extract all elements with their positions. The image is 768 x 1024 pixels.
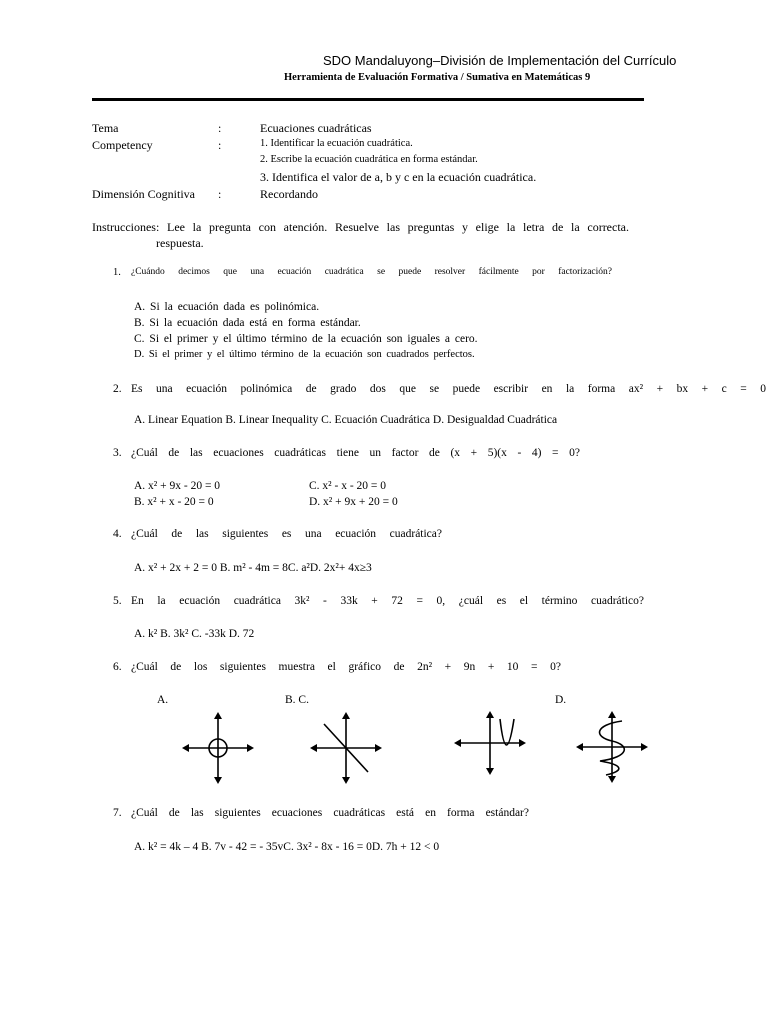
tema-label: Tema xyxy=(92,121,119,135)
dimension-label: Dimensión Cognitiva xyxy=(92,187,195,201)
q1-option-b: B. Si la ecuación dada está en forma estándar. xyxy=(134,317,361,329)
q7-text: ¿Cuál de las siguientes ecuaciones cuadráticas está en forma estándar? xyxy=(131,807,529,819)
header-subtitle: Herramienta de Evaluación Formativa / Sumativa en Matemáticas 9 xyxy=(284,72,591,83)
dimension-colon: : xyxy=(218,187,222,201)
q6-label-bc: B. C. xyxy=(285,694,309,706)
q7-number: 7. xyxy=(113,807,122,819)
q2-options: A. Linear Equation B. Linear Inequality C. Ecuación Cuadrática D. Desigualdad Cuadrática xyxy=(134,414,558,426)
q1-text: ¿Cuándo decimos que una ecuación cuadrática se puede resolver fácilmente por factorización? xyxy=(131,267,612,277)
q6-number: 6. xyxy=(113,661,122,673)
q4-text: ¿Cuál de las siguientes es una ecuación cuadrática? xyxy=(131,528,442,540)
graph-d-scurve xyxy=(576,711,648,783)
graph-c-parabola xyxy=(454,711,526,775)
q7-options: A. k² = 4k – 4 B. 7v - 42 = - 35vC. 3x² - 8x - 16 = 0D. 7h + 12 < 0 xyxy=(134,841,440,853)
competency-colon: : xyxy=(218,138,222,152)
q3-option-c: C. x² - x - 20 = 0 xyxy=(309,480,387,492)
competency-item-1: 1. Identificar la ecuación cuadrática. xyxy=(260,138,413,149)
q2-text: Es una ecuación polinómica de grado dos que se puede escribir en la forma ax² + bx + c = 0 xyxy=(131,383,766,395)
q3-text: ¿Cuál de las ecuaciones cuadráticas tiene un factor de (x + 5)(x - 4) = 0? xyxy=(131,447,580,459)
tema-value: Ecuaciones cuadráticas xyxy=(260,121,372,135)
q4-number: 4. xyxy=(113,528,122,540)
competency-item-3: 3. Identifica el valor de a, b y c en la ecuación cuadrática. xyxy=(260,170,537,184)
q5-text: En la ecuación cuadrática 3k² - 33k + 72 = 0, ¿cuál es el término cuadrático? xyxy=(131,595,644,607)
header-divider xyxy=(92,98,644,101)
q5-number: 5. xyxy=(113,595,122,607)
q3-option-a: A. x² + 9x - 20 = 0 xyxy=(134,480,221,492)
graph-a-circle xyxy=(182,712,254,784)
graph-b-line xyxy=(310,712,382,784)
q1-option-d: D. Si el primer y el último término de la ecuación son cuadrados perfectos. xyxy=(134,349,475,360)
q3-number: 3. xyxy=(113,447,122,459)
q6-text: ¿Cuál de los siguientes muestra el gráfico de 2n² + 9n + 10 = 0? xyxy=(131,661,561,673)
q1-option-a: A. Si la ecuación dada es polinómica. xyxy=(134,301,320,313)
dimension-value: Recordando xyxy=(260,187,318,201)
q1-option-c: C. Si el primer y el último término de la ecuación son iguales a cero. xyxy=(134,333,478,345)
instructions-line1: Instrucciones: Lee la pregunta con atención. Resuelve las preguntas y elige la letra de la correcta. xyxy=(92,220,629,234)
competency-label: Competency xyxy=(92,138,153,152)
instructions-line2: respuesta. xyxy=(156,236,204,250)
tema-colon: : xyxy=(218,121,222,135)
q2-number: 2. xyxy=(113,383,122,395)
q5-options: A. k² B. 3k² C. -33k D. 72 xyxy=(134,628,255,640)
q6-label-d: D. xyxy=(555,694,567,706)
header-title: SDO Mandaluyong–División de Implementación del Currículo xyxy=(323,53,677,68)
q1-number: 1. xyxy=(113,267,121,278)
q4-options: A. x² + 2x + 2 = 0 B. m² - 4m = 8C. a²D. 2x²+ 4x≥3 xyxy=(134,562,372,574)
q3-option-d: D. x² + 9x + 20 = 0 xyxy=(309,496,398,508)
q3-option-b: B. x² + x - 20 = 0 xyxy=(134,496,214,508)
q6-label-a: A. xyxy=(157,694,169,706)
competency-item-2: 2. Escribe la ecuación cuadrática en forma estándar. xyxy=(260,154,478,165)
